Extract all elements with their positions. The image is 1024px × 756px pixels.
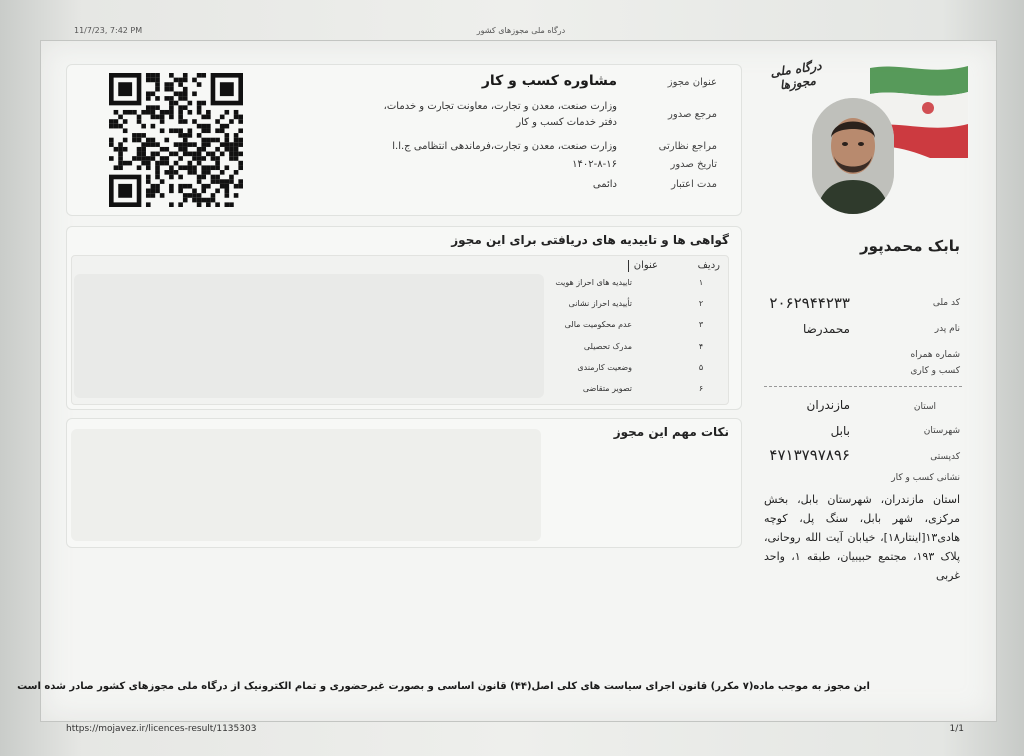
table-header bbox=[72, 260, 728, 274]
portal-logo: درگاه ملی مجوزها bbox=[769, 58, 823, 93]
print-footer bbox=[40, 722, 994, 738]
license-validity-row bbox=[101, 177, 741, 193]
print-header bbox=[40, 22, 1002, 40]
row-title: تاییدیه های احراز هویت bbox=[555, 278, 632, 287]
province-label: استان bbox=[913, 402, 936, 412]
province-value: مازندران bbox=[806, 398, 850, 412]
city-value: بابل bbox=[830, 424, 850, 438]
print-timestamp: 11/7/23, 7:42 PM bbox=[74, 26, 143, 35]
mobile-label-line2: کسب و کاری bbox=[910, 366, 960, 376]
print-url[interactable]: https://mojavez.ir/licences-result/1135303 bbox=[66, 724, 257, 734]
license-issue-date-value: ۱۴۰۲-۸-۱۶ bbox=[572, 159, 617, 170]
table-row bbox=[72, 278, 728, 292]
license-issue-date-label: تاریخ صدور bbox=[670, 159, 717, 170]
table-row bbox=[72, 299, 728, 313]
table-row bbox=[72, 384, 728, 398]
user-photo-icon bbox=[812, 98, 894, 214]
license-issue-date-row bbox=[101, 157, 741, 173]
page-number: 1/1 bbox=[949, 724, 964, 734]
row-number: ۵ bbox=[698, 363, 704, 372]
license-issuer-value: وزارت صنعت، معدن و تجارت، معاونت تجارت و خدمات، دفتر خدمات کسب و کار bbox=[383, 101, 617, 128]
license-title-label: عنوان مجوز bbox=[667, 77, 717, 88]
license-validity-label: مدت اعتبار bbox=[671, 179, 717, 190]
row-number: ۴ bbox=[698, 342, 704, 351]
city-label: شهرستان bbox=[923, 426, 960, 436]
column-header-title: عنوان bbox=[633, 260, 658, 271]
license-supervisor-value: وزارت صنعت، معدن و تجارت،فرماندهی انتظامی ج.ا.ا bbox=[392, 141, 617, 152]
certificates-table bbox=[71, 255, 729, 405]
certificates-card bbox=[66, 226, 742, 410]
postal-code-label: کدپستی bbox=[930, 452, 960, 462]
license-issuer-label: مرجع صدور bbox=[668, 109, 717, 120]
license-validity-value: دائمی bbox=[592, 179, 617, 190]
row-number: ۱ bbox=[698, 278, 704, 287]
notes-card bbox=[66, 418, 742, 548]
license-title-row bbox=[101, 73, 741, 93]
license-title-value: مشاوره کسب و کار bbox=[481, 73, 617, 89]
notes-shade bbox=[71, 429, 541, 541]
notes-heading: نکات مهم این مجوز bbox=[613, 425, 729, 439]
row-number: ۳ bbox=[698, 320, 704, 329]
mobile-label-line1: شماره همراه bbox=[910, 350, 960, 360]
license-issuer-row bbox=[101, 99, 741, 135]
table-shade bbox=[74, 274, 544, 398]
national-id-value: ۲۰۶۲۹۴۴۲۳۳ bbox=[769, 294, 850, 312]
license-info-card bbox=[66, 64, 742, 216]
row-number: ۲ bbox=[698, 299, 704, 308]
license-supervisor-row bbox=[101, 139, 741, 155]
row-title: تأییدیه احراز نشانی bbox=[568, 299, 632, 308]
section-divider bbox=[764, 386, 962, 387]
father-name-value: محمدرضا bbox=[802, 322, 850, 336]
address-label: نشانی کسب و کار bbox=[891, 473, 960, 483]
row-title: وضعیت کارمندی bbox=[577, 363, 632, 372]
row-title: تصویر متقاضی bbox=[582, 384, 632, 393]
row-title: عدم محکومیت مالی bbox=[564, 320, 632, 329]
row-number: ۶ bbox=[698, 384, 704, 393]
national-id-label: کد ملی bbox=[932, 298, 960, 308]
father-name-label: نام پدر bbox=[934, 324, 960, 334]
certificates-heading: گواهی ها و تاییدیه های دریافتی برای این مجوز bbox=[451, 233, 729, 247]
person-name: بابک محمدپور bbox=[860, 237, 960, 255]
row-title: مدرک تحصیلی bbox=[583, 342, 632, 351]
legal-notice: این مجوز به موجب ماده(۷ مکرر) قانون اجرای سیاست های کلی اصل(۴۴) قانون اساسی و بصورت غیرحضوری و تمام الکترونیک از درگاه ملی مجوزهای کشور صادر شده است bbox=[17, 681, 870, 692]
table-row bbox=[72, 320, 728, 334]
column-header-row: ردیف bbox=[697, 260, 720, 271]
license-supervisor-label: مراجع نظارتی bbox=[658, 141, 717, 152]
table-row bbox=[72, 363, 728, 377]
table-row bbox=[72, 342, 728, 356]
print-page-title: درگاه ملی مجوزهای کشور bbox=[476, 26, 566, 35]
postal-code-value: ۴۷۱۳۷۹۷۸۹۶ bbox=[769, 446, 850, 464]
business-address: استان مازندران، شهرستان بابل، بخش مرکزی، شهر بابل، سنگ پل، کوچه هادی۱۳[اینتار۱۸]، خیابان آیت الله روحانی، پلاک ۱۹۳، مجتمع حبیبیان، طبقه ۱، واحد غربی bbox=[764, 493, 961, 582]
